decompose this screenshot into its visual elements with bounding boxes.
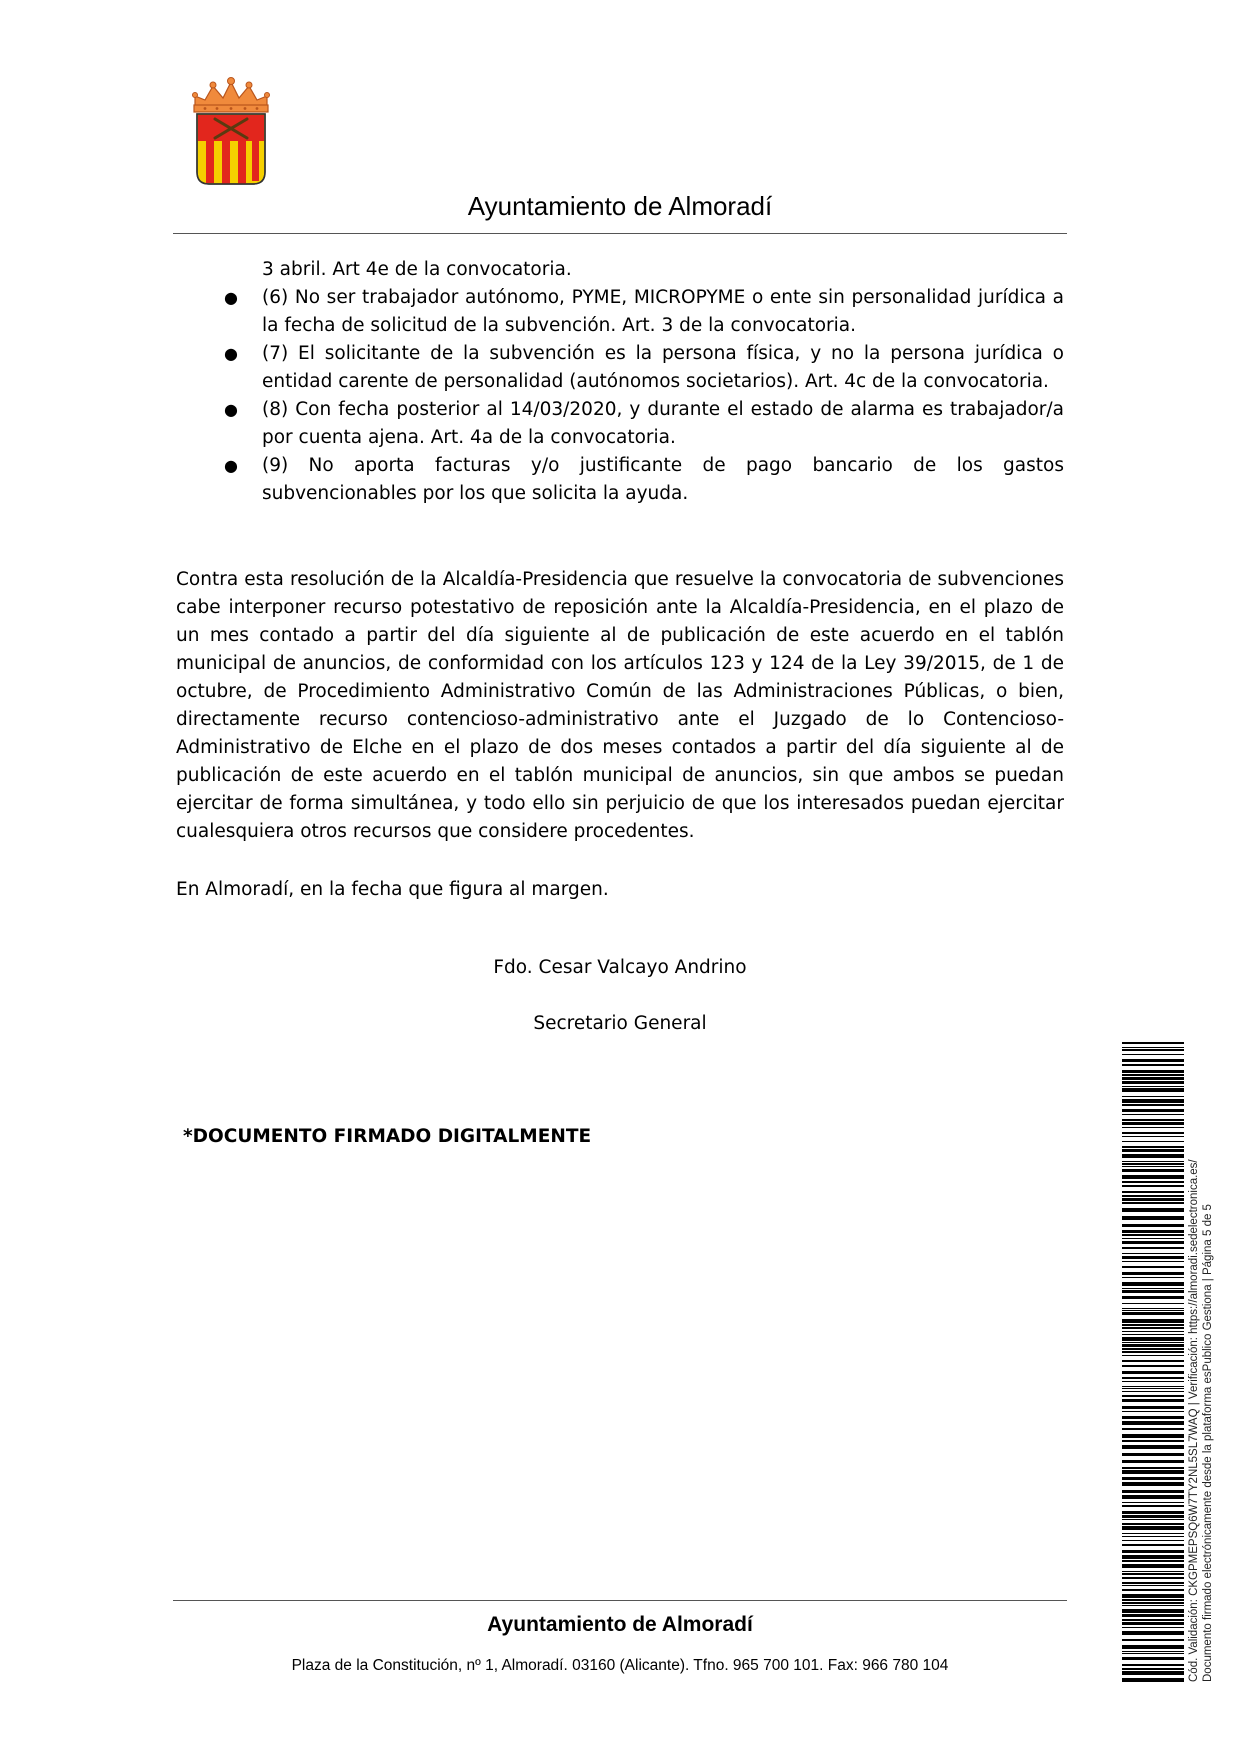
validation-line-2: Documento firmado electrónicamente desde la plataforma esPublico Gestiona | Página 5 de 5 — [1202, 1204, 1214, 1682]
footer-address: Plaza de la Constitución, nº 1, Almoradí. 03160 (Alicante). Tfno. 965 700 101. Fax: 966 780 104 — [291, 1657, 949, 1674]
list-item-text: (6) No ser trabajador autónomo, PYME, MICROPYME o ente sin personalidad jurídica a la fecha de solicitud de la subvención. Art. 3 de la convocatoria. — [262, 287, 1064, 336]
list-item-text: (8) Con fecha posterior al 14/03/2020, y durante el estado de alarma es trabajador/a por cuenta ajena. Art. 4a de la convocatoria. — [262, 399, 1064, 448]
footer-divider — [173, 1600, 1067, 1601]
resolution-paragraph: Contra esta resolución de la Alcaldía-Presidencia que resuelve la convocatoria de subvenciones cabe interponer recurso potestativo de reposición ante la Alcaldía-Presidencia, en el plazo de un mes contado a partir del día siguiente al de publicación de este acuerdo en el tablón municipal de anuncios, de conformidad con los artículos 123 y 124 de la Ley 39/2015, de 1 de octubre, de Procedimiento Administrativo Común de las Administraciones Públicas, o bien, directamente recurso contencioso-administrativo ante el Juzgado de lo Contencioso-Administrativo de Elche en el plazo de dos meses contados a partir del día siguiente al de publicación de este acuerdo en el tablón municipal de anuncios, sin que ambos se puedan ejercitar de forma simultánea, y todo ello sin perjuicio de que los interesados puedan ejercitar cualesquiera otros recursos que considere procedentes. — [176, 569, 1064, 842]
list-item — [176, 452, 1064, 508]
digitally-signed-note: *DOCUMENTO FIRMADO DIGITALMENTE — [183, 1126, 592, 1147]
coat-of-arms-logo — [191, 76, 271, 188]
list-item-text: (7) El solicitante de la subvención es la persona física, y no la persona jurídica o entidad carente de personalidad (autónomos societarios). Art. 4c de la convocatoria. — [262, 343, 1064, 392]
validation-barcode — [1122, 1042, 1184, 1682]
bullet-dot-icon: ● — [224, 400, 238, 419]
list-item-text: (9) No aporta facturas y/o justificante de pago bancario de los gastos subvencionables por los que solicita la ayuda. — [262, 455, 1064, 504]
signatory-role: Secretario General — [533, 1013, 707, 1034]
bullet-dot-icon: ● — [224, 288, 238, 307]
list-item — [176, 340, 1064, 396]
signatory-name: Fdo. Cesar Valcayo Andrino — [493, 957, 747, 978]
place-date-line: En Almoradí, en la fecha que figura al margen. — [176, 879, 609, 900]
header-divider — [173, 233, 1067, 234]
footer-title: Ayuntamiento de Almoradí — [487, 1613, 753, 1636]
continuation-line: 3 abril. Art 4e de la convocatoria. — [262, 259, 572, 280]
validation-text — [1187, 1042, 1215, 1682]
bullet-dot-icon: ● — [224, 456, 238, 475]
validation-line-1: Cód. Validación: CKGPMEPSQ6W7TY2NL5SL7WAQ | Verificación: https://almoradi.sedelectronica.es/ — [1188, 1159, 1200, 1682]
items-block — [176, 256, 1064, 508]
list-item — [176, 284, 1064, 340]
bullet-dot-icon: ● — [224, 344, 238, 363]
list-item — [176, 396, 1064, 452]
header-title: Ayuntamiento de Almoradí — [467, 191, 773, 221]
